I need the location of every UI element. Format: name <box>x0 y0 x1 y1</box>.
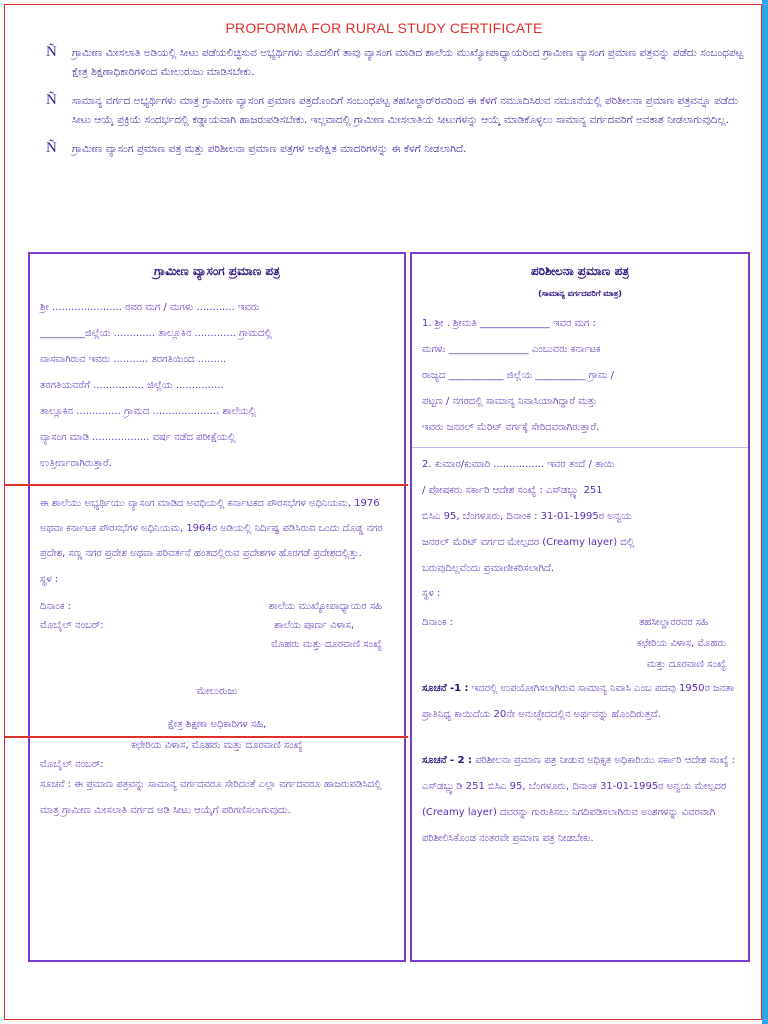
instruction-text: ಸಾಮಾನ್ಯ ವರ್ಗದ ಅಭ್ಯರ್ಥಿಗಳು ಮಾತ್ರ ಗ್ರಾಮೀಣ ವ್ಯಾಸಂಗ ಪ್ರಮಾಣ ಪತ್ರದೊಂದಿಗೆ ಸಂಬಂಧಪಟ್ಟ ತಹಸೀಲ್ದಾರ್‌ರವರಿಂದ ಈ ಕೆಳಗೆ ನಮೂದಿಸಿರುವ ನಮೂನೆಯಲ್ಲಿ ಪರಿಶೀಲನಾ ಪ್ರಮಾಣ ಪತ್ರವನ್ನೂ ಪಡೆದು ಸೀಟು ಆಯ್ಕೆ ಪ್ರಕ್ರಿಯೆ ಸಂದರ್ಭದಲ್ಲಿ ಕಡ್ಡಾಯವಾಗಿ ಹಾಜರುಪಡಿಸಬೇಕು. ಇಲ್ಲವಾದಲ್ಲಿ ಗ್ರಾಮೀಣ ಮೀಸಲಾತಿಯ ಸೀಟುಗಳನ್ನು ಆಯ್ಕೆ ಮಾಡಿಕೊಳ್ಳಲು ಸಾಮಾನ್ಯ ವರ್ಗದವರಿಗೆ ಅವಕಾಶ ನೀಡಲಾಗುವುದಿಲ್ಲ. <box>72 95 739 126</box>
verification-clause-2 <box>412 452 748 582</box>
school-location-clause: ಈ ಶಾಲೆಯು ಅಭ್ಯರ್ಥಿಯು ವ್ಯಾಸಂಗ ಮಾಡಿದ ಅವಧಿಯಲ್ಲಿ ಕರ್ನಾಟಕದ ಪೌರಸಭೆಗಳ ಅಧಿನಿಯಮ, 1976 ಅಥವಾ ಕರ್ನಾಟಕ ಪೌರಸಭೆಗಳ ಅಧಿನಿಯಮ, 1964ರ ಅಡಿಯಲ್ಲಿ ನಿರ್ದಿಷ್ಟ ಪಡಿಸಿರುವ ಒಂದು ದೊಡ್ಡ ನಗರ ಪ್ರದೇಶ, ಸಣ್ಣ ನಗರ ಪ್ರದೇಶ ಅಥವಾ ಪರಿವರ್ತನೆ ಹಂತದಲ್ಲಿರುವ ಪ್ರದೇಶಗಳ ಹೊರಗಡೆ ಪ್ರದೇಶದಲ್ಲಿತ್ತು. <box>40 498 383 559</box>
phone-label: ಮತ್ತು ದೂರವಾಣಿ ಸಂಖ್ಯೆ <box>646 659 726 670</box>
note-1-label: ಸೂಚನೆ -1 : <box>422 683 469 694</box>
bullet-icon: Ñ <box>46 44 57 60</box>
note-2-text: ಪರಿಶೀಲನಾ ಪ್ರಮಾಣ ಪತ್ರ ನೀಡುವ ಅಧಿಕೃತ ಅಧಿಕಾರಿಯು ಸರ್ಕಾರಿ ಆದೇಶ ಸಂಖ್ಯೆ : ಎಸ್‌ಡಬ್ಲ್ಯುಡಿ 251 ಬಿಸಿಎ 95, ಬೆಂಗಳೂರು, ದಿನಾಂಕ 31-01-1995ರ ಅನ್ವಯ ಮೇಲ್ಪದರ (Creamy layer) ದವರನ್ನು ಗುರುತಿಸಲು ನಿಗದಿಪಡಿಸಲಾಗಿರುವ ಅಂಶಗಳನ್ನು ವಿವರವಾಗಿ ಪರಿಶೀಲಿಸಿಕೊಂಡ ನಂತರವೇ ಪ್ರಮಾಣ ಪತ್ರ ನೀಡಬೇಕು. <box>422 755 736 844</box>
beo-signature-label: ಕ್ಷೇತ್ರ ಶಿಕ್ಷಣಾ ಅಧಿಕಾರಿಗಳ ಸಹಿ, <box>167 719 267 730</box>
certificate-line: ತರಗತಿಯವರೆಗೆ ................ ಜಿಲ್ಲೆಯ ............... <box>40 380 224 391</box>
verification-line: ಇವರು ಜನರಲ್ ಮೆರಿಟ್ ವರ್ಗಕ್ಕೆ ಸೇರಿದವರಾಗಿರುತ್ತಾರೆ. <box>422 422 600 433</box>
office-seal-label: ಕಛೇರಿಯ ವಿಳಾಸ, ಮೊಹರು <box>636 638 726 649</box>
instruction-item <box>44 140 744 159</box>
verification-line: ಬಿಸಿಎ 95, ಬೆಂಗಳೂರು, ದಿನಾಂಕ : 31-01-1995ರ ಅನ್ವಯ <box>422 511 632 522</box>
rural-certificate-title: ಗ್ರಾಮೀಣ ವ್ಯಾಸಂಗ ಪ್ರಮಾಣ ಪತ್ರ <box>154 264 280 278</box>
general-category-subtitle: (ಸಾಮಾನ್ಯ ವರ್ಗದವರಿಗೆ ಮಾತ್ರ) <box>538 289 622 298</box>
instruction-text: ಗ್ರಾಮೀಣ ಮೀಸಲಾತಿ ಅಡಿಯಲ್ಲಿ ಸೀಟು ಪಡೆಯಲಿಚ್ಛಿಸುವ ಅಭ್ಯರ್ಥಿಗಳು ಮೊದಲಿಗೆ ತಾವು ವ್ಯಾಸಂಗ ಮಾಡಿದ ಶಾಲೆಯ ಮುಖ್ಯೋಪಾಧ್ಯಾಯರಿಂದ ಗ್ರಾಮೀಣ ವ್ಯಾಸಂಗ ಪ್ರಮಾಣ ಪತ್ರವನ್ನು ಪಡೆದು ಸಂಬಂಧಪಟ್ಟ ಕ್ಷೇತ್ರ ಶಿಕ್ಷಣಾಧಿಕಾರಿಗಳಿಂದ ಮೇಲುರುಜು ಮಾಡಿಸಬೇಕು. <box>72 47 744 78</box>
place-label: ಸ್ಥಳ : <box>40 574 59 585</box>
seal-phone-label: ಮೊಹರು ಮತ್ತು ದೂರವಾಣಿ ಸಂಖ್ಯೆ <box>271 639 382 650</box>
certificate-line: ತಾಲ್ಲೂಕಿನ .............. ಗ್ರಾಮದ ..................... ಶಾಲೆಯಲ್ಲಿ <box>40 406 257 417</box>
certificate-line: ವ್ಯಾಸಂಗ ಮಾಡಿ .................. ವರ್ಷ ನಡೆದ ಪರೀಕ್ಷೆಯಲ್ಲಿ <box>40 432 236 443</box>
verification-line: ಜನರಲ್ ಮೆರಿಟ್ ವರ್ಗದ ಮೇಲ್ಪದರ (Creamy layer) ದಲ್ಲಿ <box>422 537 635 548</box>
bullet-icon: Ñ <box>46 140 57 156</box>
instruction-text: ಗ್ರಾಮೀಣ ವ್ಯಾಸಂಗ ಪ್ರಮಾಣ ಪತ್ರ ಮತ್ತು ಪರಿಶೀಲನಾ ಪ್ರಮಾಣ ಪತ್ರಗಳ ಅಪೇಕ್ಷಿತ ಮಾದರಿಗಳನ್ನು ಈ ಕೆಳಗೆ ನೀಡಲಾಗಿದೆ. <box>72 143 467 155</box>
verification-clause-1 <box>412 311 748 441</box>
certificate-line: _________ಜಿಲ್ಲೆಯ ............. ತಾಲ್ಲೂಕಿನ ............. ಗ್ರಾಮದಲ್ಲಿ <box>40 328 272 339</box>
date-signature-row <box>412 617 748 628</box>
document-title: PROFORMA FOR RURAL STUDY CERTIFICATE <box>225 20 543 36</box>
date-label: ದಿನಾಂಕ : <box>422 617 454 628</box>
verification-line: 1. ಶ್ರೀ . ಶ್ರೀಮತಿ ______________ ಇವರ ಮಗ : <box>422 318 596 329</box>
instruction-item <box>44 92 744 130</box>
mobile-label: ಮೊಬೈಲ್ ನಂಬರ್: <box>40 620 104 631</box>
place-label: ಸ್ಥಳ : <box>422 588 441 599</box>
verification-line: ಪಟ್ಟಣ / ನಗರದಲ್ಲಿ ಸಾಮಾನ್ಯ ನಿವಾಸಿಯಾಗಿದ್ದಾರೆ ಮತ್ತು <box>422 396 598 407</box>
headmaster-signature-label: ಶಾಲೆಯ ಮುಖ್ಯೋಪಾಧ್ಯಾಯರ ಸಹಿ <box>268 601 382 612</box>
verification-line: / ಪೋಷಕರು ಸರ್ಕಾರಿ ಆದೇಶ ಸಂಖ್ಯೆ : ಎಸ್‌ಡಬ್ಲ್ಯು 251 <box>422 485 603 496</box>
certificate-line: ಶ್ರೀ ...................... ರವರ ಮಗ / ಮಗಳು ............ ಇವರು <box>40 302 260 313</box>
tahsildar-signature-label: ತಹಸೀಲ್ದಾರರವರ ಸಹಿ <box>639 617 708 628</box>
certificate-body <box>30 295 404 477</box>
certificate-line: ಉತ್ತೀರ್ಣರಾಗಿರುತ್ತಾರೆ. <box>40 458 112 469</box>
certificate-line: ವಾಸವಾಗಿರುವ ಇವರು ........... ತರಗತಿಯಿಂದ ......... <box>40 354 227 365</box>
section-divider <box>4 736 408 738</box>
note-1 <box>412 676 748 728</box>
beo-mobile-label: ಮೊಬೈಲ್ ನಂಬರ್: <box>40 759 104 770</box>
note-2-label: ಸೂಚನೆ - 2 : <box>422 755 473 766</box>
verification-certificate-title: ಪರಿಶೀಲನಾ ಪ್ರಮಾಣ ಪತ್ರ <box>530 264 630 278</box>
date-label: ದಿನಾಂಕ : <box>40 601 72 612</box>
countersign-title: ಮೇಲುರುಜು <box>196 686 238 697</box>
bullet-icon: Ñ <box>46 92 57 108</box>
date-signature-row <box>30 601 404 612</box>
verification-line: ರಾಜ್ಯದ ___________ ಜಿಲ್ಲೆಯ __________ ಗ್ರಾಮ / <box>422 370 615 381</box>
verification-certificate-form <box>410 252 750 962</box>
rural-study-certificate-form <box>28 252 406 962</box>
note-2 <box>412 748 748 852</box>
clause-divider <box>412 447 748 448</box>
mobile-address-row <box>30 620 404 631</box>
verification-line: ಮಗಳು ________________ ಎಂಬುವರು ಕರ್ನಾಟಕ <box>422 344 601 355</box>
verification-line: 2. ಕುಮಾರ/ಕುಮಾರಿ ................ ಇವರ ತಂದೆ / ತಾಯಿ <box>422 459 615 470</box>
note-1-text: ಇದರಲ್ಲಿ ಉಪಯೋಗಿಸಲಾಗಿರುವ ಸಾಮಾನ್ಯ ನಿವಾಸಿ ಎಂಬ ಪದವು 1950ರ ಜನತಾ ಪ್ರಾತಿನಿಧ್ಯ ಕಾಯಿದೆಯ 20ನೇ ಅನುಚ್ಛೇದದಲ್ಲಿನ ಅರ್ಥವನ್ನು ಹೊಂದಿರುತ್ತದೆ. <box>422 683 735 720</box>
instruction-item <box>44 44 744 82</box>
section-divider <box>4 484 408 486</box>
left-note: ಸೂಚನೆ : ಈ ಪ್ರಮಾಣ ಪತ್ರವನ್ನು ಸಾಮಾನ್ಯ ವರ್ಗದವರೂ ಸೇರಿದಂತೆ ಎಲ್ಲಾ ವರ್ಗದವರೂ ಹಾಜರುಪಡಿಸಿದಲ್ಲಿ ಮಾತ್ರ ಗ್ರಾಮೀಣ ಮೀಸಲಾತಿ ವರ್ಗದ ಅಡಿ ಸೀಟು ಆಯ್ಕೆಗೆ ಪರಿಗಣಿಸಲಾಗುವುದು. <box>40 779 382 816</box>
verification-line: ಬರುವುದಿಲ್ಲವೆಂದು ಪ್ರಮಾಣೀಕರಿಸಲಾಗಿದೆ. <box>422 563 555 574</box>
beo-office-label: ಕಛೇರಿಯ ವಿಳಾಸ, ಮೊಹರು ಮತ್ತು ದೂರವಾಣಿ ಸಂಖ್ಯೆ <box>131 740 303 751</box>
instructions <box>44 44 744 169</box>
school-address-label: ಶಾಲೆಯ ಪೂರ್ಣ ವಿಳಾಸ, <box>274 620 354 631</box>
scrollbar-strip <box>762 0 768 1024</box>
